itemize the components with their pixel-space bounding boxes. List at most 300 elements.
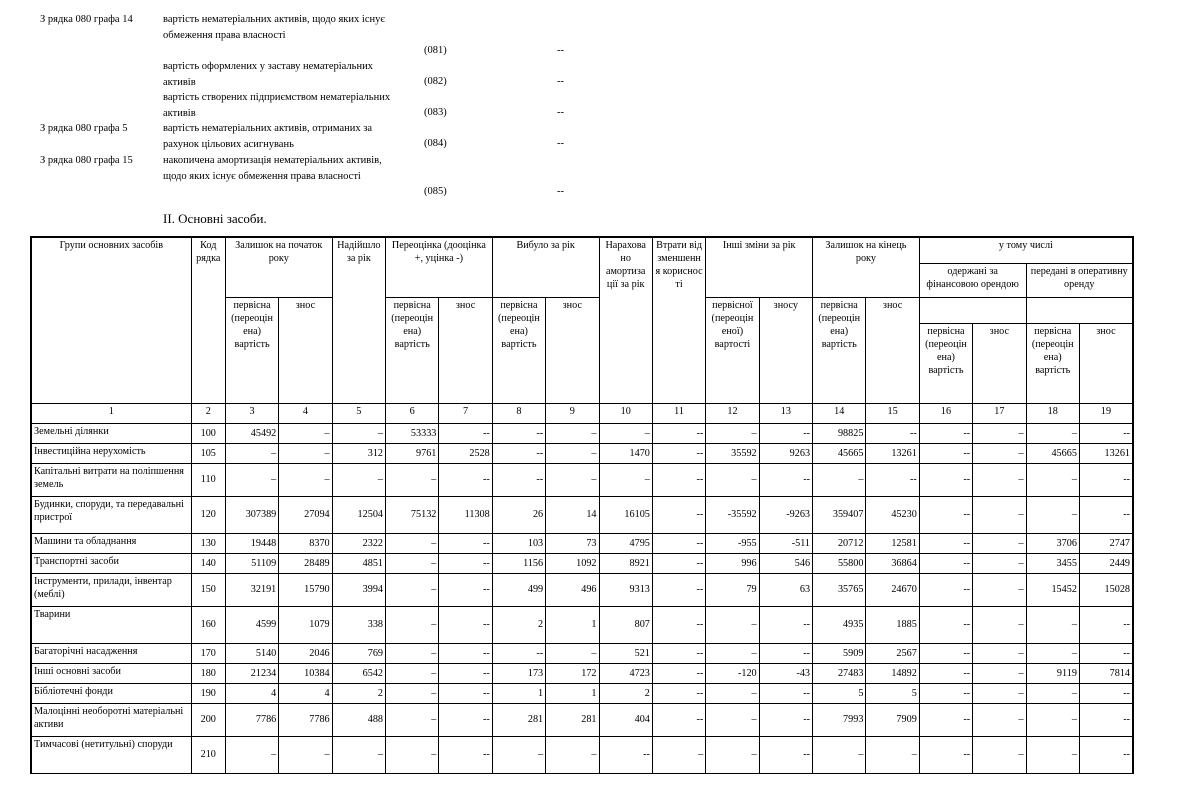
row-cell: – bbox=[1026, 423, 1079, 443]
row-cell: -- bbox=[652, 553, 705, 573]
row-cell: 15790 bbox=[279, 573, 332, 606]
row-cell: 26 bbox=[492, 496, 545, 533]
row-cell: 15028 bbox=[1079, 573, 1133, 606]
row-cell: 27094 bbox=[279, 496, 332, 533]
row-cell: – bbox=[546, 463, 599, 496]
row-cell: 20712 bbox=[813, 533, 866, 553]
row-cell: 12504 bbox=[332, 496, 385, 533]
header-operating-lease: передані в оперативну оренду bbox=[1026, 263, 1133, 297]
row-cell: – bbox=[386, 606, 439, 643]
row-cell: – bbox=[386, 573, 439, 606]
row-cell: -- bbox=[492, 463, 545, 496]
table-row bbox=[31, 463, 1133, 496]
row-cell: – bbox=[973, 606, 1026, 643]
row-cell: 359407 bbox=[813, 496, 866, 533]
row-name: Інвестиційна нерухомість bbox=[31, 443, 191, 463]
row-cell: -35592 bbox=[706, 496, 759, 533]
row-cell: -- bbox=[919, 463, 972, 496]
note-ref: З рядка 080 графа 5 bbox=[40, 123, 128, 134]
col-num: 17 bbox=[973, 403, 1026, 423]
row-cell: – bbox=[386, 533, 439, 553]
row-cell: – bbox=[973, 463, 1026, 496]
row-cell: -- bbox=[919, 683, 972, 703]
row-cell: -- bbox=[652, 443, 705, 463]
row-cell: -- bbox=[919, 443, 972, 463]
row-cell: – bbox=[1026, 463, 1079, 496]
col-num: 13 bbox=[759, 403, 812, 423]
row-cell: 24670 bbox=[866, 573, 919, 606]
header-reval-initial: первісна (переоцін ена) вартість bbox=[386, 297, 439, 403]
col-num: 19 bbox=[1079, 403, 1133, 423]
row-cell: 499 bbox=[492, 573, 545, 606]
row-cell: 55800 bbox=[813, 553, 866, 573]
row-cell: 4851 bbox=[332, 553, 385, 573]
row-cell: -- bbox=[759, 606, 812, 643]
note-code: (082) bbox=[424, 76, 447, 87]
row-cell: 10384 bbox=[279, 663, 332, 683]
row-cell: -955 bbox=[706, 533, 759, 553]
row-cell: 4599 bbox=[225, 606, 278, 643]
col-num: 9 bbox=[546, 403, 599, 423]
row-cell: – bbox=[706, 463, 759, 496]
row-code: 190 bbox=[191, 683, 225, 703]
row-cell: 9313 bbox=[599, 573, 652, 606]
row-code: 130 bbox=[191, 533, 225, 553]
col-num: 6 bbox=[386, 403, 439, 423]
row-cell: 5140 bbox=[225, 643, 278, 663]
row-cell: – bbox=[546, 736, 599, 773]
row-cell: 338 bbox=[332, 606, 385, 643]
row-cell: -120 bbox=[706, 663, 759, 683]
row-cell: 4723 bbox=[599, 663, 652, 683]
note-083 bbox=[0, 90, 1200, 122]
row-cell: 6542 bbox=[332, 663, 385, 683]
row-cell: -- bbox=[652, 703, 705, 736]
table-row bbox=[31, 606, 1133, 643]
row-cell: -- bbox=[919, 573, 972, 606]
row-cell: 98825 bbox=[813, 423, 866, 443]
header-end-initial: первісна (переоцін ена) вартість bbox=[813, 297, 866, 403]
row-code: 105 bbox=[191, 443, 225, 463]
header-balance-start: Залишок на початок року bbox=[225, 237, 332, 297]
header-other-wear: зносу bbox=[759, 297, 812, 403]
col-num: 15 bbox=[866, 403, 919, 423]
header-end-wear: знос bbox=[866, 297, 919, 403]
row-cell: -- bbox=[919, 533, 972, 553]
row-name: Капітальні витрати на поліпшення земель bbox=[31, 463, 191, 496]
table-row bbox=[31, 736, 1133, 773]
row-cell: -- bbox=[439, 553, 492, 573]
col-num: 4 bbox=[279, 403, 332, 423]
row-code: 100 bbox=[191, 423, 225, 443]
col-num: 3 bbox=[225, 403, 278, 423]
row-cell: 1 bbox=[546, 683, 599, 703]
row-cell: -- bbox=[652, 423, 705, 443]
row-cell: – bbox=[546, 643, 599, 663]
col-num: 18 bbox=[1026, 403, 1079, 423]
row-cell: 1 bbox=[492, 683, 545, 703]
row-code: 120 bbox=[191, 496, 225, 533]
table-row bbox=[31, 443, 1133, 463]
row-cell: 45230 bbox=[866, 496, 919, 533]
row-cell: 7786 bbox=[225, 703, 278, 736]
row-cell: 45665 bbox=[813, 443, 866, 463]
row-cell: – bbox=[279, 463, 332, 496]
row-cell: -- bbox=[652, 643, 705, 663]
row-cell: -- bbox=[866, 463, 919, 496]
row-cell: – bbox=[386, 643, 439, 663]
row-cell: -- bbox=[919, 553, 972, 573]
row-cell: 28489 bbox=[279, 553, 332, 573]
row-cell: 2 bbox=[332, 683, 385, 703]
row-cell: 2747 bbox=[1079, 533, 1133, 553]
row-cell: 2449 bbox=[1079, 553, 1133, 573]
row-cell: – bbox=[225, 736, 278, 773]
header-disposed-wear: знос bbox=[546, 297, 599, 403]
row-cell: 4 bbox=[225, 683, 278, 703]
col-num: 14 bbox=[813, 403, 866, 423]
note-value: -- bbox=[557, 138, 564, 149]
note-081 bbox=[0, 12, 1200, 62]
note-ref: З рядка 080 графа 15 bbox=[40, 155, 133, 166]
row-cell: – bbox=[1026, 496, 1079, 533]
row-cell: -- bbox=[759, 643, 812, 663]
row-cell: -- bbox=[1079, 703, 1133, 736]
row-cell: 73 bbox=[546, 533, 599, 553]
row-cell: -- bbox=[652, 683, 705, 703]
row-cell: -- bbox=[439, 463, 492, 496]
row-cell: -- bbox=[492, 643, 545, 663]
row-cell: 312 bbox=[332, 443, 385, 463]
row-cell: -- bbox=[759, 736, 812, 773]
header-including: у тому числі bbox=[919, 237, 1133, 263]
row-cell: – bbox=[973, 553, 1026, 573]
row-cell: -- bbox=[492, 443, 545, 463]
row-code: 200 bbox=[191, 703, 225, 736]
row-cell: 13261 bbox=[1079, 443, 1133, 463]
row-cell: – bbox=[1026, 736, 1079, 773]
row-cell: 2 bbox=[599, 683, 652, 703]
row-cell: -- bbox=[759, 703, 812, 736]
row-cell: 3706 bbox=[1026, 533, 1079, 553]
header-other-changes: Інші зміни за рік bbox=[706, 237, 813, 297]
row-cell: 4795 bbox=[599, 533, 652, 553]
row-cell: -- bbox=[919, 703, 972, 736]
row-cell: 496 bbox=[546, 573, 599, 606]
row-cell: 35765 bbox=[813, 573, 866, 606]
row-cell: 7993 bbox=[813, 703, 866, 736]
row-cell: 35592 bbox=[706, 443, 759, 463]
row-name: Інструменти, прилади, інвентар (меблі) bbox=[31, 573, 191, 606]
table-body bbox=[31, 423, 1133, 773]
row-cell: -- bbox=[439, 663, 492, 683]
row-cell: 1470 bbox=[599, 443, 652, 463]
header-reval-wear: знос bbox=[439, 297, 492, 403]
row-cell: – bbox=[652, 736, 705, 773]
row-cell: -- bbox=[919, 423, 972, 443]
row-cell: – bbox=[973, 736, 1026, 773]
row-cell: 27483 bbox=[813, 663, 866, 683]
row-cell: -- bbox=[439, 683, 492, 703]
col-num: 12 bbox=[706, 403, 759, 423]
note-code: (085) bbox=[424, 186, 447, 197]
row-cell: -- bbox=[1079, 423, 1133, 443]
row-code: 140 bbox=[191, 553, 225, 573]
row-cell: 51109 bbox=[225, 553, 278, 573]
row-cell: 4 bbox=[279, 683, 332, 703]
row-cell: 32191 bbox=[225, 573, 278, 606]
table-row bbox=[31, 643, 1133, 663]
table-row bbox=[31, 663, 1133, 683]
row-cell: – bbox=[386, 663, 439, 683]
row-cell: – bbox=[973, 443, 1026, 463]
row-cell: 9263 bbox=[759, 443, 812, 463]
row-cell: 8370 bbox=[279, 533, 332, 553]
row-cell: 996 bbox=[706, 553, 759, 573]
row-name: Малоцінні необоротні матеріальні активи bbox=[31, 703, 191, 736]
row-cell: 281 bbox=[546, 703, 599, 736]
row-cell: 45665 bbox=[1026, 443, 1079, 463]
note-code: (081) bbox=[424, 45, 447, 56]
row-cell: 2 bbox=[492, 606, 545, 643]
row-cell: 9119 bbox=[1026, 663, 1079, 683]
row-cell: – bbox=[279, 443, 332, 463]
row-cell: – bbox=[706, 683, 759, 703]
row-cell: – bbox=[866, 736, 919, 773]
row-cell: -- bbox=[599, 736, 652, 773]
row-cell: -- bbox=[1079, 736, 1133, 773]
row-cell: 1092 bbox=[546, 553, 599, 573]
row-code: 170 bbox=[191, 643, 225, 663]
row-cell: – bbox=[706, 423, 759, 443]
row-cell: 2528 bbox=[439, 443, 492, 463]
row-name: Багаторічні насадження bbox=[31, 643, 191, 663]
row-cell: -- bbox=[866, 423, 919, 443]
section-title: ІІ. Основні засоби. bbox=[163, 211, 267, 226]
row-code: 160 bbox=[191, 606, 225, 643]
row-cell: – bbox=[546, 423, 599, 443]
row-cell: – bbox=[1026, 703, 1079, 736]
row-cell: -- bbox=[439, 643, 492, 663]
header-impairment: Втрати від зменшенн я кориснос ті bbox=[652, 237, 705, 403]
row-cell: 5 bbox=[866, 683, 919, 703]
row-cell: – bbox=[332, 423, 385, 443]
header-start-wear: знос bbox=[279, 297, 332, 403]
row-name: Транспортні засоби bbox=[31, 553, 191, 573]
row-cell: 2567 bbox=[866, 643, 919, 663]
row-cell: 4935 bbox=[813, 606, 866, 643]
table-row bbox=[31, 423, 1133, 443]
row-cell: – bbox=[973, 643, 1026, 663]
row-cell: – bbox=[225, 463, 278, 496]
row-cell: -- bbox=[652, 496, 705, 533]
row-cell: 75132 bbox=[386, 496, 439, 533]
row-cell: -- bbox=[439, 423, 492, 443]
row-cell: – bbox=[546, 443, 599, 463]
row-cell: -- bbox=[439, 533, 492, 553]
row-cell: 7814 bbox=[1079, 663, 1133, 683]
row-cell: 1156 bbox=[492, 553, 545, 573]
row-cell: 307389 bbox=[225, 496, 278, 533]
row-cell: 404 bbox=[599, 703, 652, 736]
row-cell: – bbox=[599, 463, 652, 496]
row-cell: -- bbox=[759, 423, 812, 443]
row-cell: 7909 bbox=[866, 703, 919, 736]
row-code: 180 bbox=[191, 663, 225, 683]
row-cell: -- bbox=[652, 463, 705, 496]
header-start-initial: первісна (переоцін ена) вартість bbox=[225, 297, 278, 403]
row-cell: -511 bbox=[759, 533, 812, 553]
row-code: 210 bbox=[191, 736, 225, 773]
row-cell: – bbox=[599, 423, 652, 443]
row-cell: -- bbox=[919, 663, 972, 683]
row-cell: – bbox=[973, 496, 1026, 533]
row-cell: -- bbox=[1079, 683, 1133, 703]
note-value: -- bbox=[557, 186, 564, 197]
row-cell: 769 bbox=[332, 643, 385, 663]
row-cell: 9761 bbox=[386, 443, 439, 463]
row-cell: 1 bbox=[546, 606, 599, 643]
col-num: 2 bbox=[191, 403, 225, 423]
header-group: Групи основних засобів bbox=[31, 237, 191, 403]
row-cell: 5909 bbox=[813, 643, 866, 663]
table-row bbox=[31, 703, 1133, 736]
row-cell: 281 bbox=[492, 703, 545, 736]
row-cell: – bbox=[973, 703, 1026, 736]
header-other-initial: первісної (переоцін еної) вартості bbox=[706, 297, 759, 403]
row-cell: 19448 bbox=[225, 533, 278, 553]
row-cell: 53333 bbox=[386, 423, 439, 443]
row-cell: 488 bbox=[332, 703, 385, 736]
row-cell: – bbox=[973, 573, 1026, 606]
row-cell: – bbox=[973, 423, 1026, 443]
row-cell: -- bbox=[652, 606, 705, 643]
row-cell: -- bbox=[759, 463, 812, 496]
row-cell: – bbox=[973, 683, 1026, 703]
table-row bbox=[31, 553, 1133, 573]
row-cell: -43 bbox=[759, 663, 812, 683]
row-cell: 16105 bbox=[599, 496, 652, 533]
col-num: 8 bbox=[492, 403, 545, 423]
header-oper-initial: первісна (переоцін ена) вартість bbox=[1026, 323, 1079, 403]
header-disposed: Вибуло за рік bbox=[492, 237, 599, 297]
note-desc: вартість оформлених у заставу нематеріальних активів bbox=[163, 61, 373, 88]
row-cell: 2322 bbox=[332, 533, 385, 553]
row-name: Тварини bbox=[31, 606, 191, 643]
note-desc: вартість нематеріальних активів, щодо яких існує обмеження права власності bbox=[163, 14, 385, 41]
note-desc: накопичена амортизація нематеріальних активів, щодо яких існує обмеження права власності bbox=[163, 155, 382, 182]
row-cell: – bbox=[706, 703, 759, 736]
row-cell: 2046 bbox=[279, 643, 332, 663]
note-085 bbox=[0, 153, 1200, 201]
header-oper-wear: знос bbox=[1079, 323, 1133, 403]
row-cell: -- bbox=[919, 643, 972, 663]
row-cell: -- bbox=[919, 496, 972, 533]
row-name: Бібліотечні фонди bbox=[31, 683, 191, 703]
row-cell: -- bbox=[439, 736, 492, 773]
row-cell: 14892 bbox=[866, 663, 919, 683]
note-082 bbox=[0, 59, 1200, 91]
row-cell: – bbox=[706, 736, 759, 773]
row-cell: -- bbox=[919, 736, 972, 773]
header-depreciation: Нарахова но амортиза ції за рік bbox=[599, 237, 652, 403]
row-cell: – bbox=[386, 736, 439, 773]
row-cell: – bbox=[813, 736, 866, 773]
row-cell: – bbox=[813, 463, 866, 496]
row-cell: – bbox=[973, 533, 1026, 553]
row-cell: – bbox=[386, 683, 439, 703]
header-received: Надійшло за рік bbox=[332, 237, 385, 403]
header-revaluation: Переоцінка (дооцінка +, уцінка -) bbox=[386, 237, 493, 297]
row-cell: 45492 bbox=[225, 423, 278, 443]
col-num: 1 bbox=[31, 403, 191, 423]
row-cell: – bbox=[225, 443, 278, 463]
header-lease-wear: знос bbox=[973, 323, 1026, 403]
row-cell: 172 bbox=[546, 663, 599, 683]
table-row bbox=[31, 573, 1133, 606]
row-cell: – bbox=[973, 663, 1026, 683]
row-cell: -- bbox=[1079, 643, 1133, 663]
row-cell: 11308 bbox=[439, 496, 492, 533]
note-value: -- bbox=[557, 76, 564, 87]
note-code: (083) bbox=[424, 107, 447, 118]
row-cell: -- bbox=[439, 703, 492, 736]
fixed-assets-table bbox=[30, 236, 1134, 774]
row-cell: 5 bbox=[813, 683, 866, 703]
row-cell: -- bbox=[1079, 496, 1133, 533]
row-cell: -- bbox=[1079, 606, 1133, 643]
header-lease-initial: первісна (переоцін ена) вартість bbox=[919, 323, 972, 403]
col-num: 11 bbox=[652, 403, 705, 423]
row-cell: 36864 bbox=[866, 553, 919, 573]
header-disposed-initial: первісна (переоцін ена) вартість bbox=[492, 297, 545, 403]
row-cell: -- bbox=[652, 573, 705, 606]
row-cell: 546 bbox=[759, 553, 812, 573]
row-cell: 521 bbox=[599, 643, 652, 663]
row-cell: 12581 bbox=[866, 533, 919, 553]
row-name: Тимчасові (нетитульні) споруди bbox=[31, 736, 191, 773]
header-finance-lease: одержані за фінансовою орендою bbox=[919, 263, 1026, 297]
row-cell: 3455 bbox=[1026, 553, 1079, 573]
row-cell: 15452 bbox=[1026, 573, 1079, 606]
row-cell: -- bbox=[492, 423, 545, 443]
col-num: 7 bbox=[439, 403, 492, 423]
row-cell: 79 bbox=[706, 573, 759, 606]
table-row bbox=[31, 496, 1133, 533]
row-cell: – bbox=[386, 703, 439, 736]
row-code: 110 bbox=[191, 463, 225, 496]
row-cell: – bbox=[1026, 643, 1079, 663]
row-cell: -- bbox=[652, 533, 705, 553]
row-cell: -- bbox=[919, 606, 972, 643]
row-cell: 103 bbox=[492, 533, 545, 553]
note-ref: З рядка 080 графа 14 bbox=[40, 14, 133, 25]
row-cell: 173 bbox=[492, 663, 545, 683]
row-cell: 1079 bbox=[279, 606, 332, 643]
row-cell: 63 bbox=[759, 573, 812, 606]
row-cell: -- bbox=[652, 663, 705, 683]
row-cell: 1885 bbox=[866, 606, 919, 643]
row-code: 150 bbox=[191, 573, 225, 606]
row-cell: – bbox=[332, 463, 385, 496]
row-cell: – bbox=[332, 736, 385, 773]
col-num: 16 bbox=[919, 403, 972, 423]
row-cell: – bbox=[706, 606, 759, 643]
row-cell: – bbox=[279, 736, 332, 773]
col-num: 10 bbox=[599, 403, 652, 423]
row-cell: – bbox=[1026, 683, 1079, 703]
row-name: Інші основні засоби bbox=[31, 663, 191, 683]
